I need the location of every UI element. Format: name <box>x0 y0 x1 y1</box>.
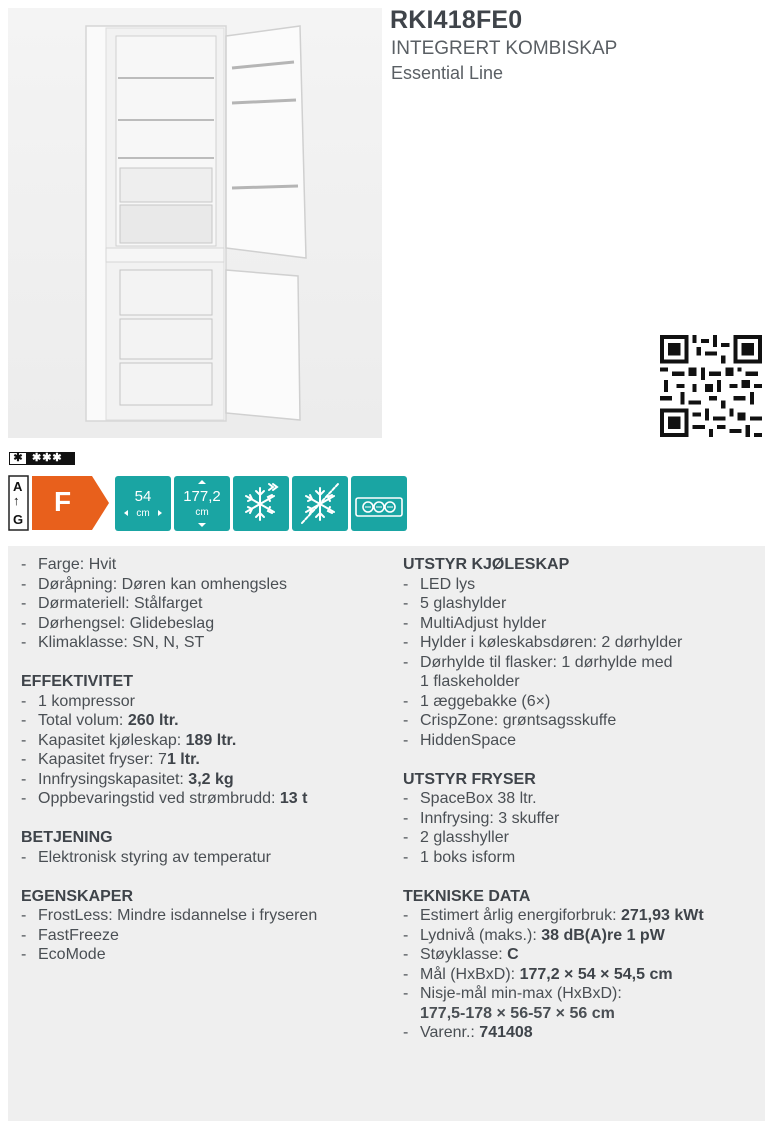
energy-label <box>8 475 111 531</box>
display-icon <box>351 476 407 531</box>
list-item: - 1 kompressor <box>21 692 135 710</box>
list-item: - Støyklasse: C <box>403 946 519 963</box>
energy-class: F <box>54 486 72 517</box>
list-item: - Farge: Hvit <box>21 556 117 573</box>
spec-column-left <box>21 555 396 965</box>
product-type: INTEGRERT KOMBISKAP <box>391 38 618 59</box>
frostless-icon <box>292 476 348 531</box>
list-item: - MultiAdjust hylder <box>403 614 547 632</box>
list-item: - SpaceBox 38 ltr. <box>403 790 537 807</box>
star-rating-icon: ✱✱✱ <box>32 452 63 464</box>
list-item: - 2 glasshyller <box>403 829 509 846</box>
height-unit: cm <box>195 507 209 518</box>
list-item: - Nisje-mål min-max (HxBxD): <box>403 985 622 1002</box>
height-feature <box>174 476 230 531</box>
energy-scale-arrow-icon: ↑ <box>13 493 20 508</box>
product-model: RKI418FE0 <box>390 6 523 34</box>
fastfreeze-icon <box>233 476 289 531</box>
list-item: - 1 boks isform <box>403 848 516 866</box>
energy-scale-top: A <box>13 479 23 494</box>
list-item: - Lydnivå (maks.): 38 dB(A)re 1 pW <box>403 926 665 944</box>
section-heading-efficiency: EFFEKTIVITET <box>21 673 133 690</box>
section-heading-technical: TEKNISKE DATA <box>403 887 531 905</box>
list-item: - Dørhengsel: Glidebeslag <box>21 614 215 632</box>
list-item: - Døråpning: Døren kan omhengsles <box>21 575 288 593</box>
list-item: - 5 glashylder <box>403 595 507 612</box>
list-item: - 1 æggebakke (6×) <box>403 692 551 710</box>
list-item: - Mål (HxBxD): 177,2 × 54 × 54,5 cm <box>403 965 673 983</box>
width-icon <box>115 476 171 531</box>
list-item: - Estimert årlig energiforbruk: 271,93 kWt <box>403 907 704 924</box>
list-item-continuation: 177,5-178 × 56-57 × 56 cm <box>420 1004 615 1022</box>
width-value: 54 <box>134 488 152 505</box>
freezer-star-rating <box>9 452 75 465</box>
list-item: - CrispZone: grøntsagsskuffe <box>403 712 617 729</box>
width-unit: cm <box>136 508 150 519</box>
list-item: - Varenr.: 741408 <box>403 1024 533 1041</box>
list-item: - Innfrysing: 3 skuffer <box>403 809 560 827</box>
fridge-image <box>8 8 382 438</box>
spec-panel <box>8 546 765 1121</box>
list-item: - Hylder i køleskabsdøren: 2 dørhylder <box>403 634 683 651</box>
section-heading-freezer-equipment: UTSTYR FRYSER <box>403 770 536 788</box>
list-item: - Total volum: 260 ltr. <box>21 712 179 729</box>
list-item: - EcoMode <box>21 946 106 963</box>
qr-code[interactable] <box>660 335 762 437</box>
display-feature <box>351 476 407 531</box>
list-item: - FastFreeze <box>21 926 119 944</box>
list-item-continuation: 1 flaskeholder <box>420 673 520 690</box>
product-image <box>8 8 382 438</box>
spec-column-right <box>403 555 763 1043</box>
list-item: - HiddenSpace <box>403 731 517 749</box>
fastfreeze-feature <box>233 476 289 531</box>
list-item: - Dørhylde til flasker: 1 dørhylde med <box>403 653 673 671</box>
section-heading-operation: BETJENING <box>21 829 113 846</box>
freezer-star-icon: ✱ <box>10 453 26 464</box>
section-heading-properties: EGENSKAPER <box>21 887 134 905</box>
width-feature <box>115 476 171 531</box>
frostless-feature <box>292 476 348 531</box>
list-item: - Innfrysingskapasitet: 3,2 kg <box>21 770 234 788</box>
list-item: - Kapasitet fryser: 71 ltr. <box>21 751 200 768</box>
list-item: - Elektronisk styring av temperatur <box>21 848 271 866</box>
product-line: Essential Line <box>391 63 504 83</box>
list-item: - Kapasitet kjøleskap: 189 ltr. <box>21 731 237 749</box>
list-item: - Dørmateriell: Stålfarget <box>21 595 203 612</box>
list-item: - FrostLess: Mindre isdannelse i fryseren <box>21 907 318 924</box>
height-value: 177,2 <box>183 488 221 505</box>
energy-scale-bottom: G <box>13 512 24 527</box>
section-heading-fridge-equipment: UTSTYR KJØLESKAP <box>403 556 570 573</box>
list-item: - Klimaklasse: SN, N, ST <box>21 634 205 651</box>
list-item: - Oppbevaringstid ved strømbrudd: 13 t <box>21 790 308 807</box>
list-item: - LED lys <box>403 575 476 593</box>
